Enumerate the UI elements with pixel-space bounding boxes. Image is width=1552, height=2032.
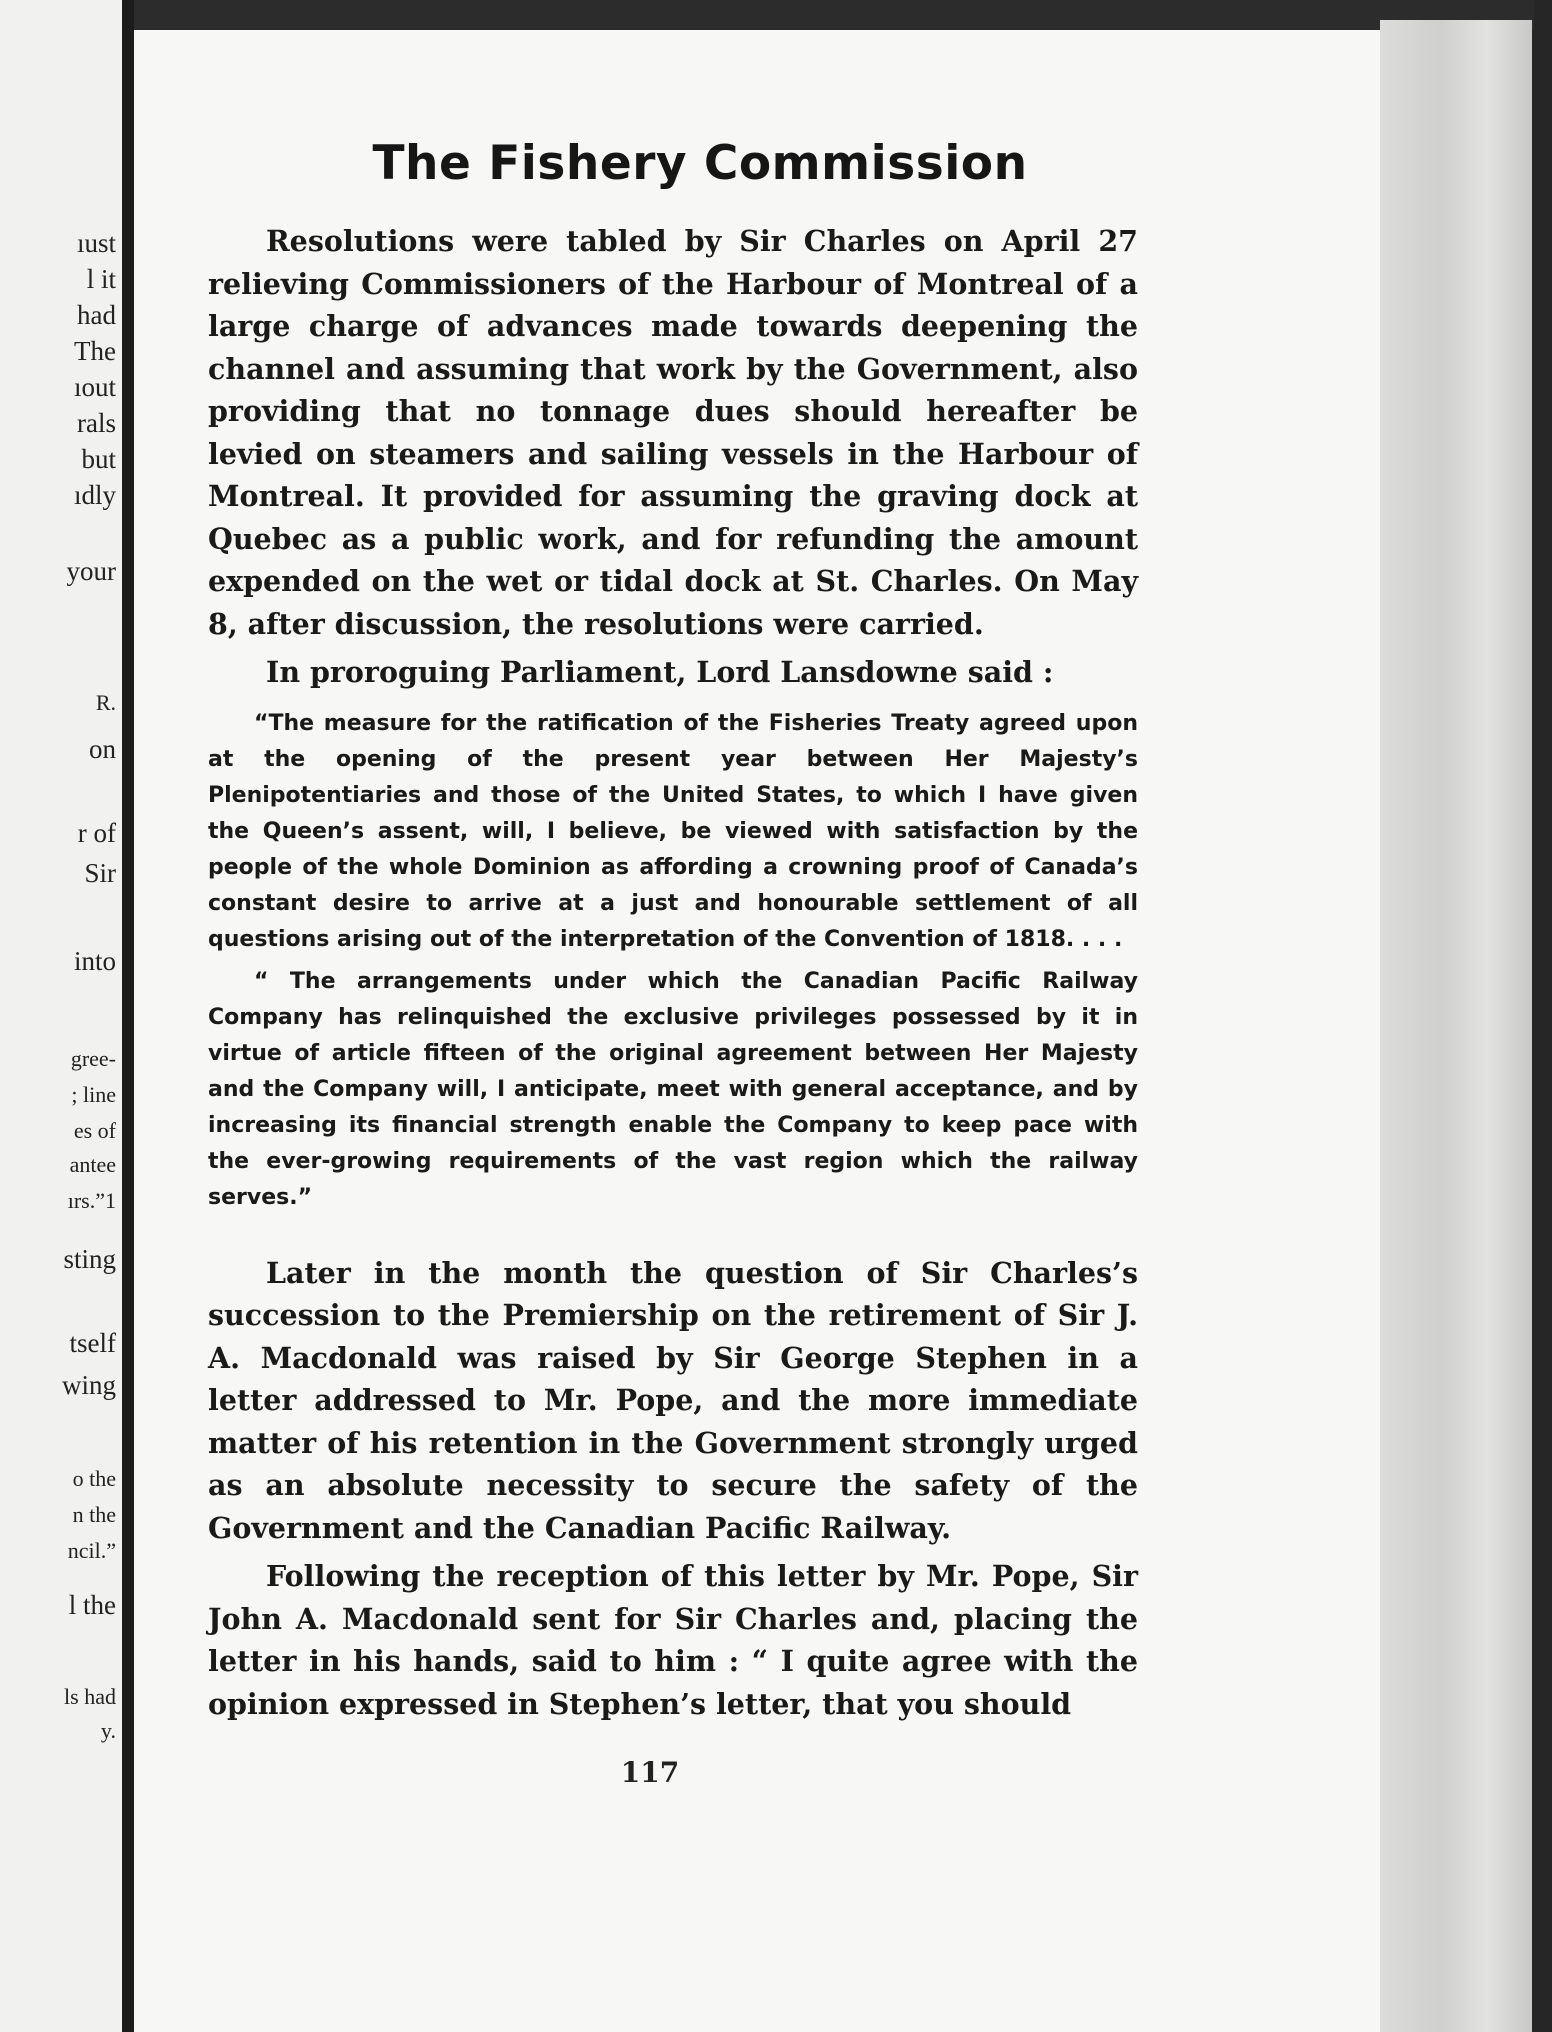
left-fragment: Sir: [84, 858, 116, 888]
left-fragment: on: [89, 734, 116, 764]
left-fragment: n the: [72, 1502, 116, 1527]
left-fragment: rals: [77, 408, 116, 438]
left-fragment: ls had: [64, 1684, 116, 1709]
page-title: The Fishery Commission: [372, 136, 1028, 191]
left-fragment: sting: [63, 1244, 116, 1274]
left-fragment: R.: [95, 690, 116, 715]
left-fragment: antee: [69, 1152, 116, 1177]
left-fragment: ıust: [76, 228, 116, 258]
paragraph: Later in the month the question of Sir Charles’s succession to the Premiership on the retirement of Sir J. A. Macdonald was raised by Sir George Stephen in a letter addressed to Mr. Pope, and the more immediate matter of his retention in the Government strongly urged as an absolute necessity to secure the safety of the Government and the Canadian Pacific Railway.: [208, 1255, 1138, 1545]
left-fragment: r of: [77, 818, 116, 848]
left-fragment: wing: [62, 1370, 116, 1400]
page-body: [208, 220, 1138, 1725]
left-fragment: your: [66, 556, 116, 586]
left-fragment: ; line: [71, 1082, 116, 1107]
left-fragment: ıout: [73, 372, 116, 402]
quote-paragraph: “The measure for the ratification of the Fisheries Treaty agreed upon at the opening of the present year between Her Majesty’s Plenipotentiaries and those of the United States, to which I have given the Queen’s assent, will, I believe, be viewed with satisfaction by the people of the whole Dominion as affording a crowning proof of Canada’s constant desire to arrive at a just and honourable settlement of all questions arising out of the interpretation of the Convention of 1818. . . .: [208, 710, 1138, 952]
quote-paragraph: “ The arrangements under which the Canadian Pacific Railway Company has relinquished the exclusive privileges possessed by it in virtue of article fifteen of the original agreement between Her Majesty and the Company will, I anticipate, meet with general acceptance, and by increasing its financial strength enable the Company to keep pace with the ever-growing requirements of the vast region which the railway serves.”: [208, 968, 1138, 1210]
block-quote: [208, 706, 1138, 1216]
left-fragment: o the: [72, 1466, 116, 1491]
left-fragment: y.: [100, 1718, 116, 1743]
page-number: 117: [620, 1756, 680, 1789]
left-fragment: l the: [68, 1590, 116, 1620]
left-fragment: ncil.”: [67, 1538, 116, 1563]
left-fragment: but: [81, 444, 116, 474]
paragraph: In proroguing Parliament, Lord Lansdowne said :: [266, 655, 1054, 689]
facing-page: [0, 0, 122, 2032]
left-fragment: tself: [69, 1328, 116, 1358]
book-gutter: [122, 0, 134, 2032]
left-fragment: l it: [86, 264, 116, 294]
left-fragment: The: [74, 336, 116, 366]
left-fragment: es of: [73, 1118, 116, 1143]
left-fragment: ırs.”1: [67, 1188, 116, 1213]
left-fragment: gree-: [70, 1046, 116, 1071]
top-shadow: [134, 0, 1534, 30]
left-fragment: had: [77, 300, 116, 330]
left-fragment: into: [73, 946, 116, 976]
paragraph: Resolutions were tabled by Sir Charles on April 27 relieving Commissioners of the Harbour of Montreal of a large charge of advances made towards deepening the channel and assuming that work by the Government, also providing that no tonnage dues should hereafter be levied on steamers and sailing vessels in the Harbour of Montreal. It provided for assuming the graving dock at Quebec as a public work, and for refunding the amount expended on the wet or tidal dock at St. Charles. On May 8, after discussion, the resolutions were carried.: [208, 224, 1138, 641]
paragraph: Following the reception of this letter by Mr. Pope, Sir John A. Macdonald sent for Sir Charles and, placing the letter in his hands, said to him : “ I quite agree with the opinion expressed in Stephen’s letter, that you should: [208, 1559, 1138, 1721]
left-fragment: ıdly: [73, 480, 116, 510]
page-edge: [1380, 20, 1532, 2032]
